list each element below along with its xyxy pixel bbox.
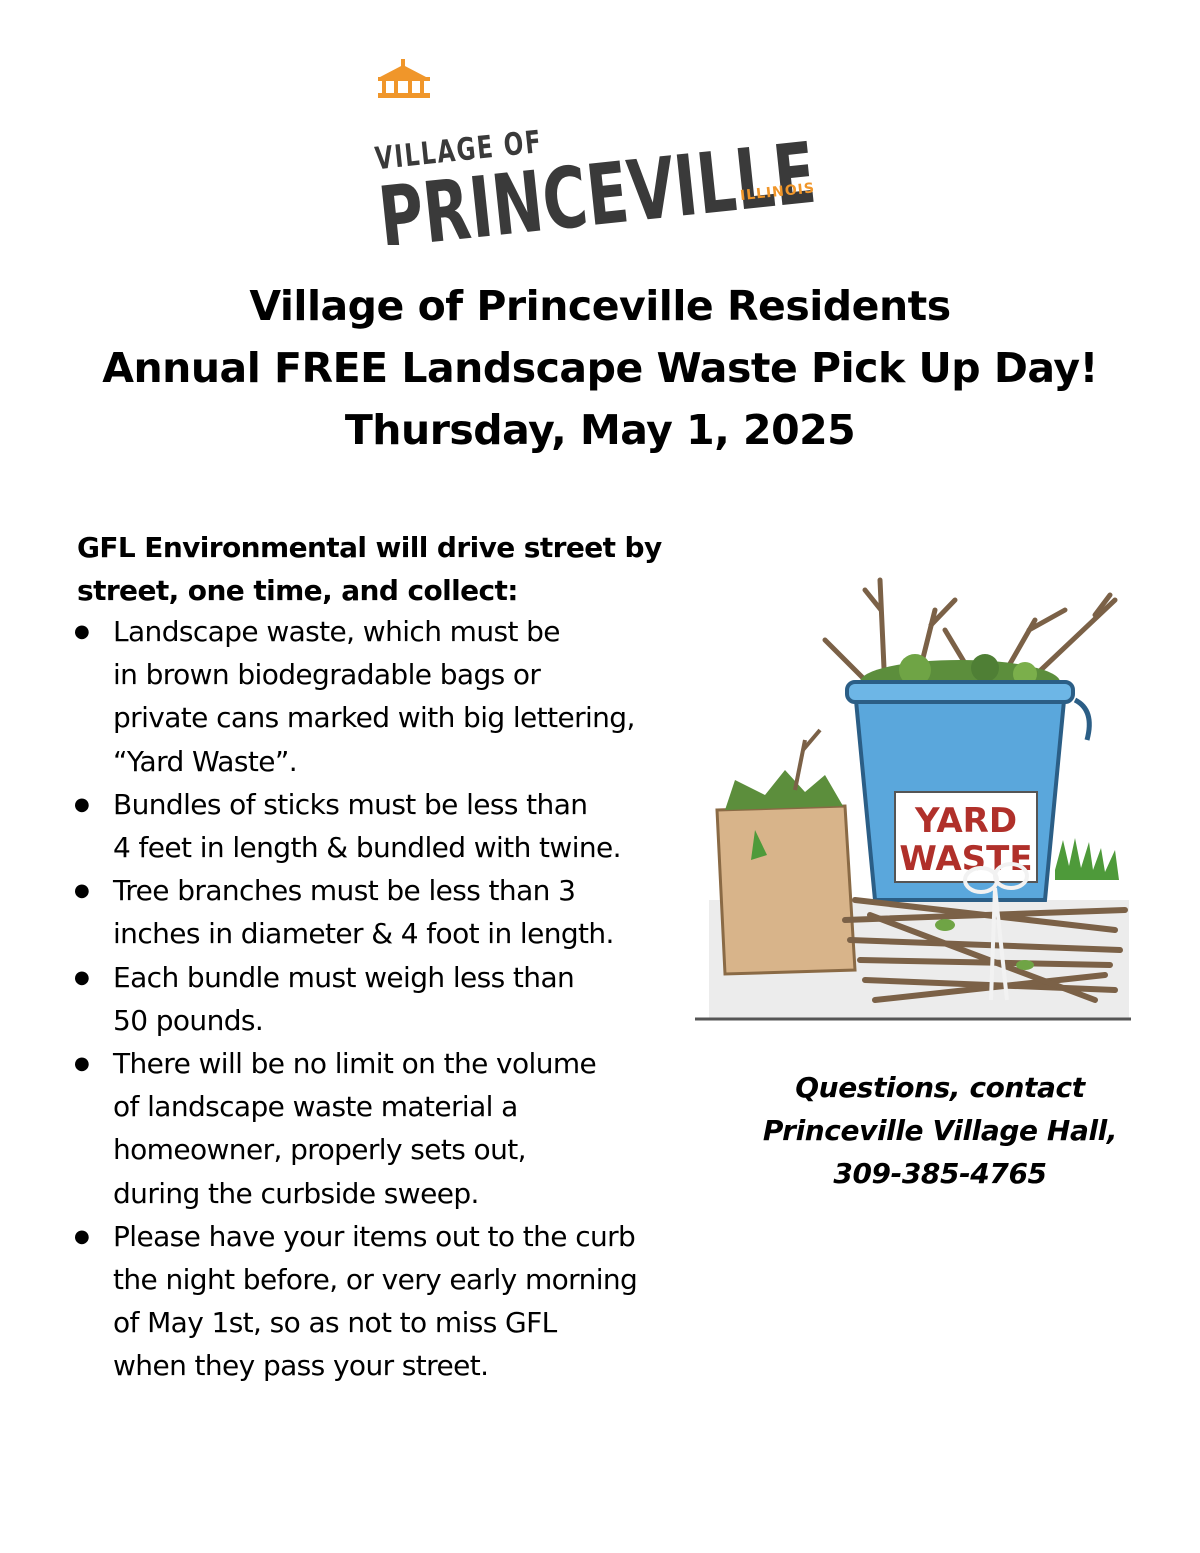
gazebo-logo-icon xyxy=(370,55,830,245)
contact-info xyxy=(700,1066,1180,1195)
yard-waste-illustration xyxy=(695,570,1131,1022)
intro-line-1: GFL Environmental will drive street by xyxy=(77,531,662,564)
list-item-line: 4 feet in length & bundled with twine. xyxy=(113,831,621,865)
list-item-line: Landscape waste, which must be xyxy=(113,615,560,648)
list-item-line: “Yard Waste”. xyxy=(113,744,298,778)
list-item-line: when they pass your street. xyxy=(113,1349,489,1383)
list-item-line: of landscape waste material a xyxy=(113,1090,518,1124)
bin-label-yard: YARD xyxy=(914,801,1018,841)
list-item-line: private cans marked with big lettering, xyxy=(113,701,635,735)
village-logo xyxy=(370,55,830,245)
logo-illinois: ILLINOIS xyxy=(739,180,816,205)
collection-rules-list xyxy=(70,610,710,1388)
list-item-line: There will be no limit on the volume xyxy=(113,1047,597,1081)
list-item-line: Each bundle must weigh less than xyxy=(113,960,575,994)
list-item xyxy=(70,956,710,1042)
list-item xyxy=(70,783,710,869)
contact-line-2: Princeville Village Hall, xyxy=(762,1114,1118,1147)
list-item xyxy=(70,610,710,783)
headline xyxy=(0,275,1200,461)
intro-line-2: street, one time, and collect: xyxy=(77,574,518,607)
headline-line-3: Thursday, May 1, 2025 xyxy=(344,406,856,454)
logo-village-of: VILLAGE OF xyxy=(373,120,580,178)
list-item xyxy=(70,1042,710,1215)
list-item-line: the night before, or very early morning xyxy=(113,1263,638,1297)
list-item-line: of May 1st, so as not to miss GFL xyxy=(113,1306,557,1340)
list-item-line: inches in diameter & 4 foot in length. xyxy=(113,917,614,951)
bullet-icon: ● xyxy=(74,1053,90,1075)
list-item-line: Bundles of sticks must be less than xyxy=(113,787,588,821)
headline-line-2: Annual FREE Landscape Waste Pick Up Day! xyxy=(102,344,1098,392)
list-item xyxy=(70,1215,710,1388)
bullet-icon: ● xyxy=(74,966,90,988)
bullet-icon: ● xyxy=(74,793,90,815)
list-item-line: 50 pounds. xyxy=(113,1003,264,1037)
intro-text xyxy=(77,526,717,612)
list-item-line: during the curbside sweep. xyxy=(113,1176,479,1210)
bullet-icon: ● xyxy=(74,621,90,642)
list-item-line: Please have your items out to the curb xyxy=(113,1219,636,1253)
list-item-line: Tree branches must be less than 3 xyxy=(113,874,576,908)
contact-phone: 309-385-4765 xyxy=(833,1157,1047,1190)
headline-line-1: Village of Princeville Residents xyxy=(249,282,951,330)
list-item-line: in brown biodegradable bags or xyxy=(113,658,541,692)
logo-princeville: PRINCEVILLE xyxy=(374,106,830,245)
yard-waste-bin-icon xyxy=(695,570,1131,1022)
contact-line-1: Questions, contact xyxy=(795,1071,1085,1104)
bullet-icon: ● xyxy=(74,1225,90,1247)
list-item-line: homeowner, properly sets out, xyxy=(113,1133,526,1167)
list-item xyxy=(70,869,710,955)
bin-label-waste: WASTE xyxy=(899,839,1033,879)
bullet-icon: ● xyxy=(74,880,90,902)
